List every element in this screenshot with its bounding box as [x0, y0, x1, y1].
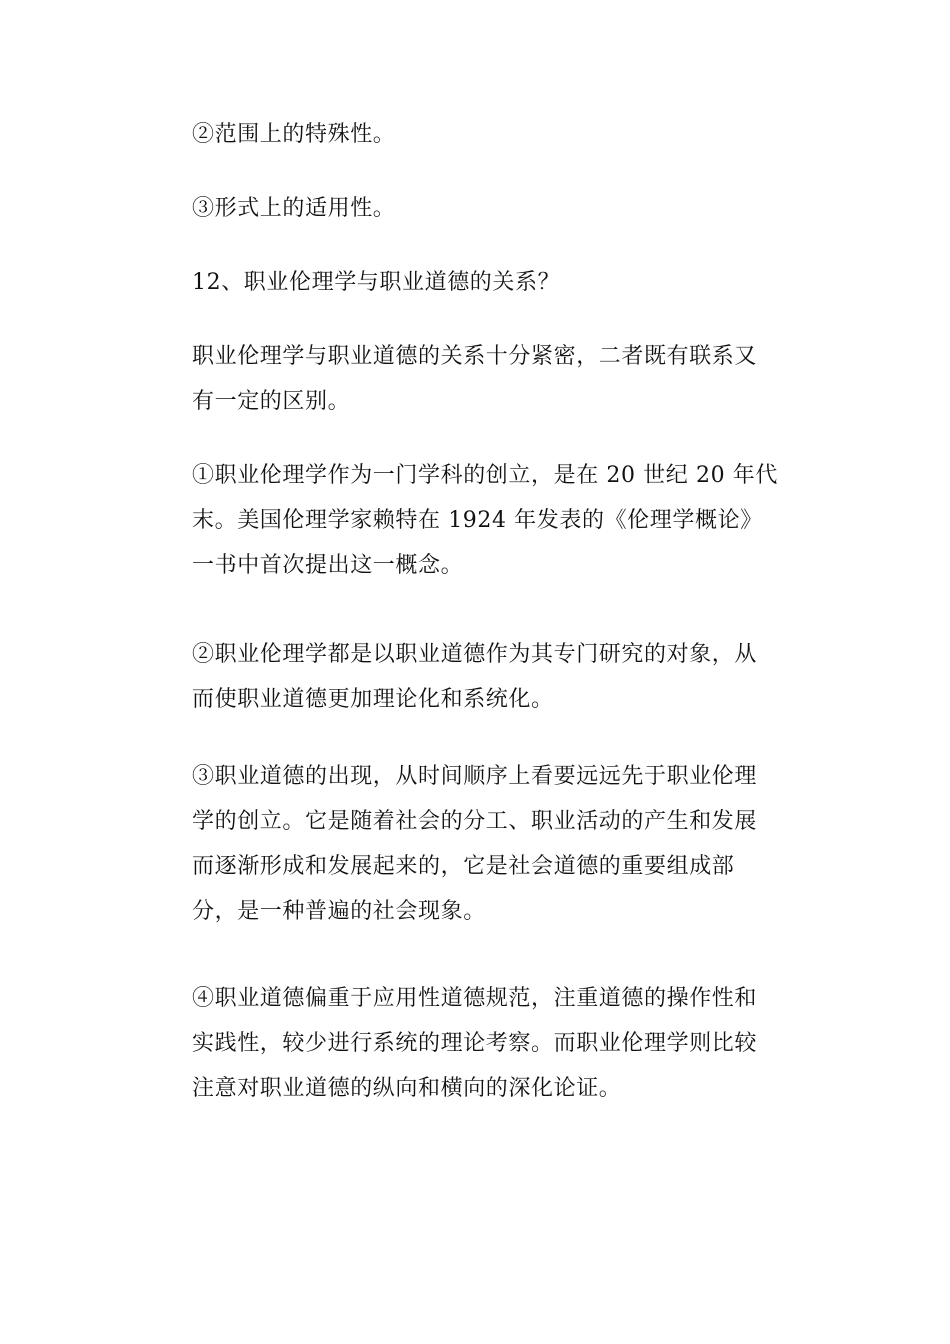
text-line: ③职业道德的出现，从时间顺序上看要远远先于职业伦理: [192, 764, 758, 789]
paragraph-point-4: [192, 976, 764, 1111]
paragraph-relationship-intro: [192, 334, 764, 424]
text-line: ④职业道德偏重于应用性道德规范，注重道德的操作性和: [192, 986, 758, 1011]
text-line: ②范围上的特殊性。: [192, 122, 396, 147]
paragraph-form-applicability: [192, 186, 764, 231]
text-line: 注意对职业道德的纵向和横向的深化论证。: [192, 1076, 622, 1101]
text-line: 末。美国伦理学家赖特在 1924 年发表的《伦理学概论》: [192, 508, 763, 533]
paragraph-scope-specificity: [192, 112, 764, 157]
text-line: 而逐渐形成和发展起来的，它是社会道德的重要组成部: [192, 854, 735, 879]
text-line: ③形式上的适用性。: [192, 196, 396, 221]
text-line: 有一定的区别。: [192, 389, 351, 414]
text-line: ①职业伦理学作为一门学科的创立，是在 20 世纪 20 年代: [192, 463, 778, 488]
text-line: 分，是一种普遍的社会现象。: [192, 899, 486, 924]
text-line: ②职业伦理学都是以职业道德作为其专门研究的对象，从: [192, 642, 758, 667]
paragraph-point-3: [192, 754, 764, 934]
text-line: 职业伦理学与职业道德的关系十分紧密，二者既有联系又: [192, 344, 758, 369]
text-line: 12、职业伦理学与职业道德的关系？: [192, 270, 561, 295]
text-line: 学的创立。它是随着社会的分工、职业活动的产生和发展: [192, 809, 758, 834]
text-line: 实践性，较少进行系统的理论考察。而职业伦理学则比较: [192, 1031, 758, 1056]
paragraph-point-1: [192, 453, 778, 588]
text-line: 而使职业道德更加理论化和系统化。: [192, 687, 554, 712]
text-line: 一书中首次提出这一概念。: [192, 553, 464, 578]
question-heading-12: [192, 260, 764, 305]
paragraph-point-2: [192, 632, 764, 722]
